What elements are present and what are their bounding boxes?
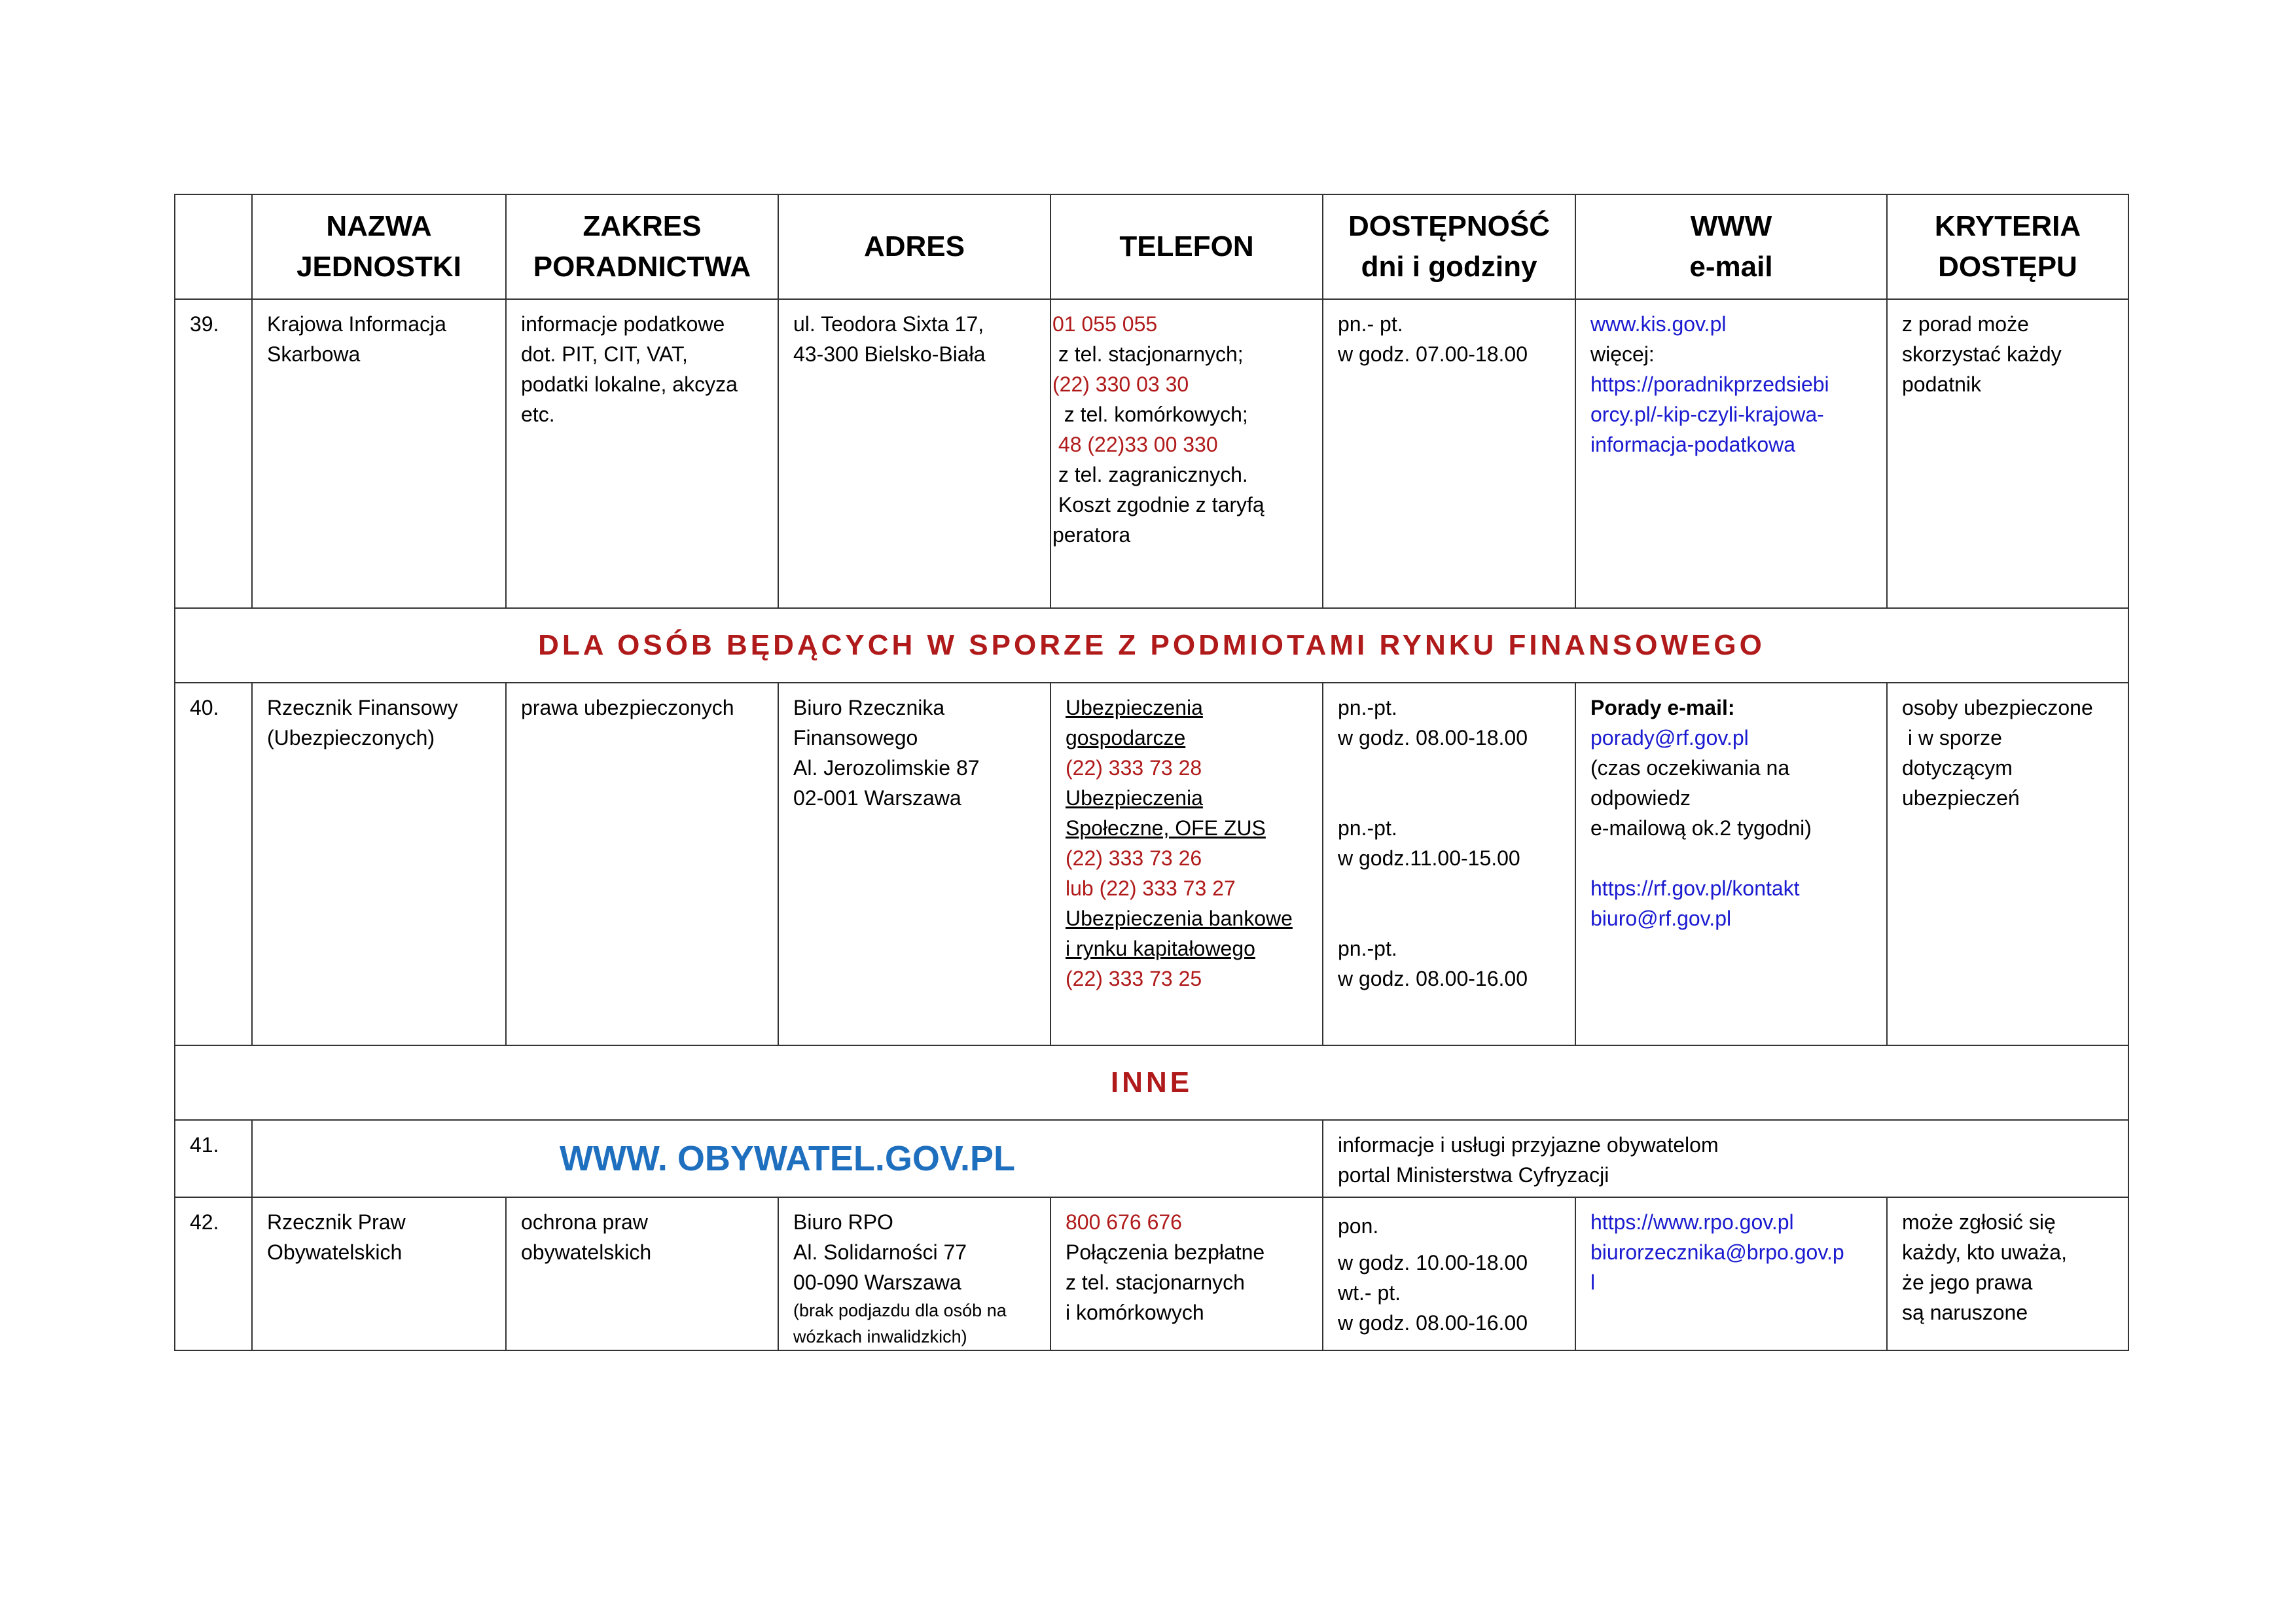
phone-number: 48 (22)33 00 330	[1052, 433, 1218, 456]
table-row	[175, 1120, 2128, 1197]
accessibility-note: (brak podjazdu dla osób na	[793, 1301, 1007, 1320]
www-email: https://www.rpo.gov.pl biurorzecznika@brpo.gov.p l	[1575, 1197, 1887, 1350]
website-link[interactable]: www.kis.gov.pl	[1590, 312, 1727, 336]
header-row	[175, 194, 2128, 299]
unit-name: Krajowa Informacja Skarbowa	[252, 299, 506, 608]
phone-number: (22) 333 73 28	[1066, 756, 1202, 780]
phone-number: lub (22) 333 73 27	[1066, 876, 1236, 900]
advice-scope: ochrona praw obywatelskich	[506, 1197, 778, 1350]
header-phone: TELEFON	[1050, 194, 1323, 299]
phone-number: (22) 333 73 25	[1066, 967, 1202, 990]
address: Biuro Rzecznika Finansowego Al. Jerozolimskie 87 02-001 Warszawa	[778, 683, 1050, 1045]
availability: pon. w godz. 10.00-18.00 wt.- pt. w godz. 08.00-16.00	[1323, 1197, 1575, 1350]
header-www: WWW e-mail	[1575, 194, 1887, 299]
site-description: informacje i usługi przyjazne obywatelom portal Ministerstwa Cyfryzacji	[1323, 1120, 2128, 1197]
row-number: 40.	[175, 683, 252, 1045]
phone: Ubezpieczenia gospodarcze (22) 333 73 28 Ubezpieczenia Społeczne, OFE ZUS (22) 333 73 26 lub (22) 333 73 27 Ubezpieczenia bankowe i rynku kapitałowego (22) 333 73 25	[1050, 683, 1323, 1045]
section-heading-financial: DLA OSÓB BĘDĄCYCH W SPORZE Z PODMIOTAMI RYNKU FINANSOWEGO	[175, 608, 2128, 683]
row-number: 42.	[175, 1197, 252, 1350]
unit-name: Rzecznik Praw Obywatelskich	[252, 1197, 506, 1350]
header-address: ADRES	[778, 194, 1050, 299]
row-number: 41.	[175, 1120, 252, 1197]
header-criteria: KRYTERIA DOSTĘPU	[1887, 194, 2128, 299]
phone: 01 055 055 z tel. stacjonarnych; (22) 330 03 30 z tel. komórkowych; 48 (22)33 00 330 z tel. zagranicznych. Koszt zgodnie z taryfą peratora	[1050, 299, 1323, 608]
phone-number: (22) 330 03 30	[1052, 372, 1189, 396]
phone-number: 800 676 676	[1066, 1210, 1182, 1234]
www-email: Porady e-mail: porady@rf.gov.pl (czas oczekiwania na odpowiedz e-mailową ok.2 tygodni) https://rf.gov.pl/kontakt biuro@rf.gov.pl	[1575, 683, 1887, 1045]
table-row	[175, 1197, 2128, 1350]
table-row	[175, 299, 2128, 608]
website-link[interactable]: https://poradnikprzedsiebi	[1590, 372, 1829, 396]
access-criteria: osoby ubezpieczone i w sporze dotyczącym ubezpieczeń	[1887, 683, 2128, 1045]
access-criteria: z porad może skorzystać każdy podatnik	[1887, 299, 2128, 608]
phone-number: (22) 333 73 26	[1066, 846, 1202, 870]
header-scope: ZAKRES PORADNICTWA	[506, 194, 778, 299]
unit-name: Rzecznik Finansowy (Ubezpieczonych)	[252, 683, 506, 1045]
availability: pn.-pt. w godz. 08.00-18.00 pn.-pt. w godz.11.00-15.00 pn.-pt. w godz. 08.00-16.00	[1323, 683, 1575, 1045]
website-link[interactable]: https://rf.gov.pl/kontakt	[1590, 876, 1800, 900]
email-link[interactable]: biuro@rf.gov.pl	[1590, 907, 1732, 930]
section-heading-other: INNE	[175, 1045, 2128, 1120]
availability: pn.- pt. w godz. 07.00-18.00	[1323, 299, 1575, 608]
advice-scope: informacje podatkowe dot. PIT, CIT, VAT, podatki lokalne, akcyza etc.	[506, 299, 778, 608]
website-link[interactable]: orcy.pl/-kip-czyli-krajowa-	[1590, 403, 1824, 426]
phone-number: 01 055 055	[1052, 312, 1158, 336]
www-email: www.kis.gov.pl więcej: https://poradnikprzedsiebi orcy.pl/-kip-czyli-krajowa- informacja-podatkowa	[1575, 299, 1887, 608]
phone: 800 676 676 Połączenia bezpłatne z tel. stacjonarnych i komórkowych	[1050, 1197, 1323, 1350]
header-no	[175, 194, 252, 299]
address: Biuro RPO Al. Solidarności 77 00-090 Warszawa (brak podjazdu dla osób na wózkach inwalidzkich)	[778, 1197, 1050, 1350]
address: ul. Teodora Sixta 17, 43-300 Bielsko-Biała	[778, 299, 1050, 608]
email-link[interactable]: porady@rf.gov.pl	[1590, 726, 1749, 749]
services-table	[174, 194, 2129, 1351]
website-link[interactable]: https://www.rpo.gov.pl	[1590, 1210, 1794, 1234]
advice-scope: prawa ubezpieczonych	[506, 683, 778, 1045]
obywatel-site-link[interactable]: WWW. OBYWATEL.GOV.PL	[252, 1120, 1323, 1197]
table-row	[175, 683, 2128, 1045]
section-row	[175, 1045, 2128, 1120]
header-name: NAZWA JEDNOSTKI	[252, 194, 506, 299]
section-row	[175, 608, 2128, 683]
access-criteria: może zgłosić się każdy, kto uważa, że jego prawa są naruszone	[1887, 1197, 2128, 1350]
email-link[interactable]: biurorzecznika@brpo.gov.p	[1590, 1240, 1844, 1264]
website-link[interactable]: informacja-podatkowa	[1590, 433, 1796, 456]
header-hours: DOSTĘPNOŚĆ dni i godziny	[1323, 194, 1575, 299]
row-number: 39.	[175, 299, 252, 608]
